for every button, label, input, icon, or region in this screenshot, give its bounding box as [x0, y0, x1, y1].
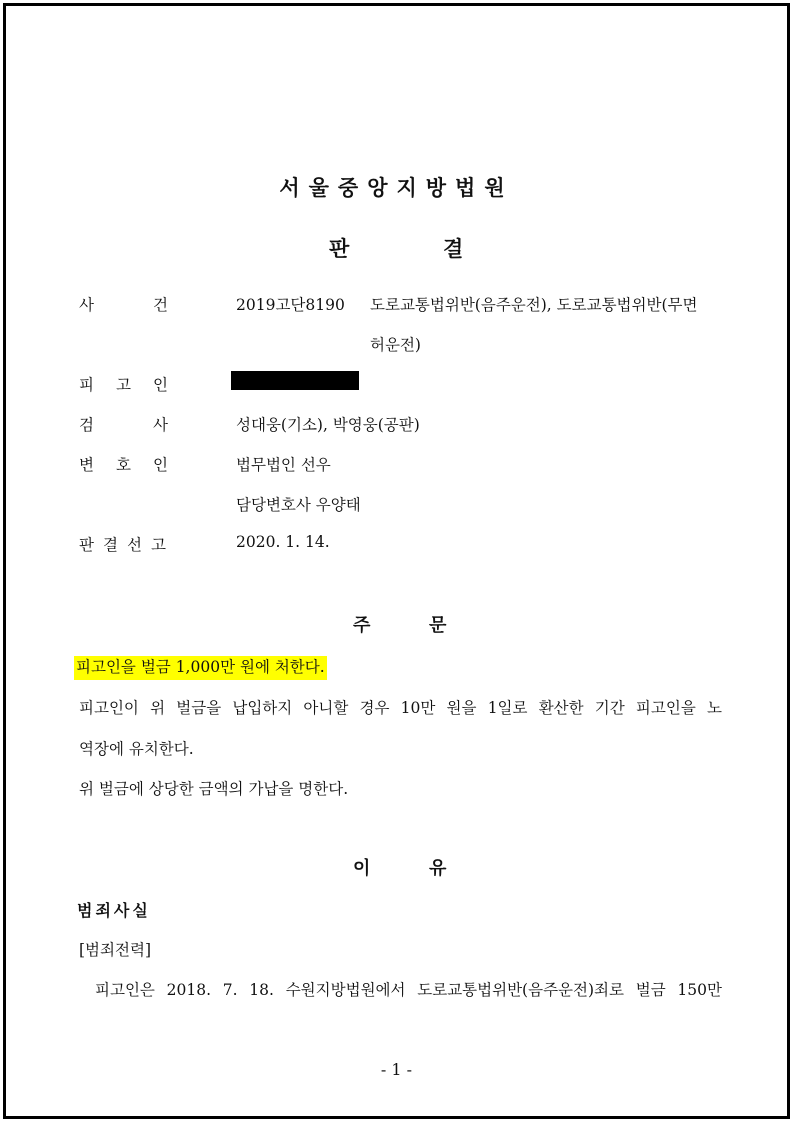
court-name: 서울중앙지방법원 [279, 176, 514, 200]
sentencing-label-2: 결 [103, 536, 118, 554]
sentencing-label-3: 선 [127, 536, 142, 554]
page-number: - 1 - [380, 1060, 413, 1079]
doc-type-right: 결 [443, 237, 464, 261]
doc-type-left: 판 [329, 237, 350, 261]
reasons-heading-right: 유 [429, 858, 447, 879]
defendant-label-1: 피 [79, 376, 94, 394]
sentencing-label-1: 판 [79, 536, 94, 554]
case-title-line2: 허운전) [370, 336, 421, 354]
counsel-label-3: 인 [153, 456, 168, 474]
document-page [3, 3, 790, 1119]
case-label-2: 건 [153, 296, 168, 314]
crime-facts-subheading: 범죄사실 [77, 901, 151, 920]
prosecutor-label-2: 사 [153, 416, 168, 434]
counsel-label-1: 변 [79, 456, 94, 474]
counsel-firm: 법무법인 선우 [236, 456, 331, 474]
prosecutor-value: 성대웅(기소), 박영웅(공판) [236, 416, 420, 434]
order-heading-left: 주 [353, 615, 371, 636]
order-heading-right: 문 [429, 615, 447, 636]
prosecutor-label-1: 검 [79, 416, 94, 434]
criminal-record-section: [범죄전력] [79, 941, 151, 959]
order-highlighted-sentence: 피고인을 벌금 1,000만 원에 처한다. [74, 656, 327, 680]
order-line-2a: 피고인이 위 벌금을 납입하지 아니할 경우 10만 원을 1일로 환산한 기간 피고인을 노 [79, 699, 722, 717]
order-line-3: 위 벌금에 상당한 금액의 가납을 명한다. [79, 780, 349, 798]
defendant-label-2: 고 [116, 376, 131, 394]
order-line-2b: 역장에 유치한다. [79, 740, 194, 758]
sentencing-label-4: 고 [151, 536, 166, 554]
case-number: 2019고단8190 [236, 296, 345, 314]
counsel-attorney: 담당변호사 우양태 [236, 496, 361, 514]
criminal-record-paragraph: 피고인은 2018. 7. 18. 수원지방법원에서 도로교통법위반(음주운전)죄로 벌금 150만 [95, 981, 722, 999]
defendant-label-3: 인 [153, 376, 168, 394]
case-label-1: 사 [79, 296, 94, 314]
counsel-label-2: 호 [116, 456, 131, 474]
reasons-heading-left: 이 [353, 858, 371, 879]
sentencing-date: 2020. 1. 14. [236, 533, 330, 551]
case-title-line1: 도로교통법위반(음주운전), 도로교통법위반(무면 [370, 296, 698, 314]
defendant-name-redaction [231, 371, 359, 390]
